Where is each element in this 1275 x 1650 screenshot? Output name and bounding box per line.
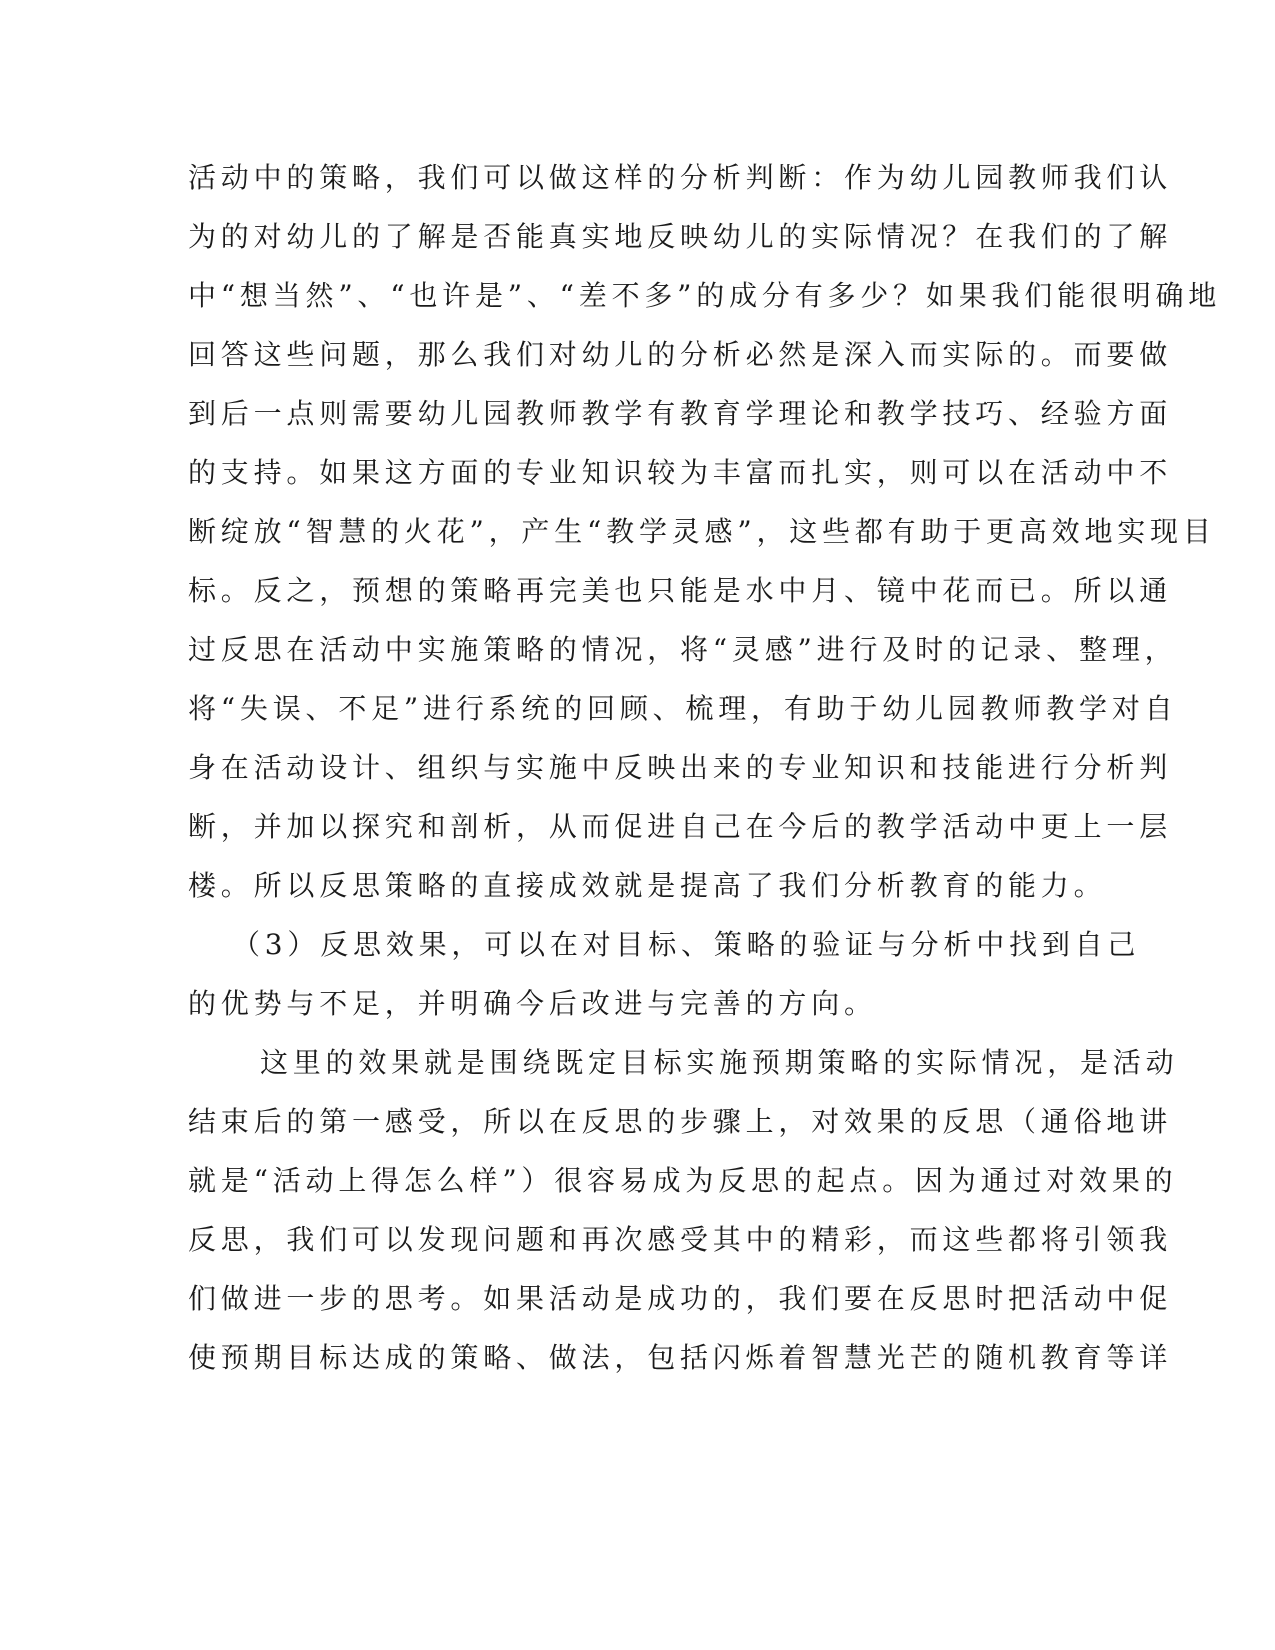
text-line: 回答这些问题，那么我们对幼儿的分析必然是深入而实际的。而要做 (188, 338, 1173, 371)
text-line: 就是“活动上得怎么样”）很容易成为反思的起点。因为通过对效果的 (188, 1164, 1178, 1197)
text-line: 活动中的策略，我们可以做这样的分析判断：作为幼儿园教师我们认 (188, 161, 1173, 194)
text-line: 使预期目标达成的策略、做法，包括闪烁着智慧光芒的随机教育等详 (188, 1341, 1173, 1374)
text-line: 为的对幼儿的了解是否能真实地反映幼儿的实际情况？在我们的了解 (188, 220, 1173, 253)
section-heading: （3）反思效果，可以在对目标、策略的验证与分析中找到自己 (232, 928, 1141, 961)
text-line: 的优势与不足，并明确今后改进与完善的方向。 (188, 987, 877, 1020)
text-line: 的支持。如果这方面的专业知识较为丰富而扎实，则可以在活动中不 (188, 456, 1173, 489)
text-line: 断，并加以探究和剖析，从而促进自己在今后的教学活动中更上一层 (188, 810, 1173, 843)
text-line: 们做进一步的思考。如果活动是成功的，我们要在反思时把活动中促 (188, 1282, 1173, 1315)
text-line: 结束后的第一感受，所以在反思的步骤上，对效果的反思（通俗地讲 (188, 1105, 1173, 1138)
text-line: 身在活动设计、组织与实施中反映出来的专业知识和技能进行分析判 (188, 751, 1173, 784)
text-line: 过反思在活动中实施策略的情况，将“灵感”进行及时的记录、整理， (188, 633, 1178, 666)
text-line: 标。反之，预想的策略再完美也只能是水中月、镜中花而已。所以通 (188, 574, 1173, 607)
text-line: 中“想当然”、“也许是”、“差不多”的成分有多少？如果我们能很明确地 (188, 279, 1222, 312)
text-line: 反思，我们可以发现问题和再次感受其中的精彩，而这些都将引领我 (188, 1223, 1173, 1256)
text-line: 将“失误、不足”进行系统的回顾、梳理，有助于幼儿园教师教学对自 (188, 692, 1178, 725)
text-line: 楼。所以反思策略的直接成效就是提高了我们分析教育的能力。 (188, 869, 1107, 902)
paragraph-start: 这里的效果就是围绕既定目标实施预期策略的实际情况，是活动 (260, 1046, 1179, 1079)
text-line: 到后一点则需要幼儿园教师教学有教育学理论和教学技巧、经验方面 (188, 397, 1173, 430)
text-line: 断绽放“智慧的火花”，产生“教学灵感”，这些都有助于更高效地实现目 (188, 515, 1216, 548)
